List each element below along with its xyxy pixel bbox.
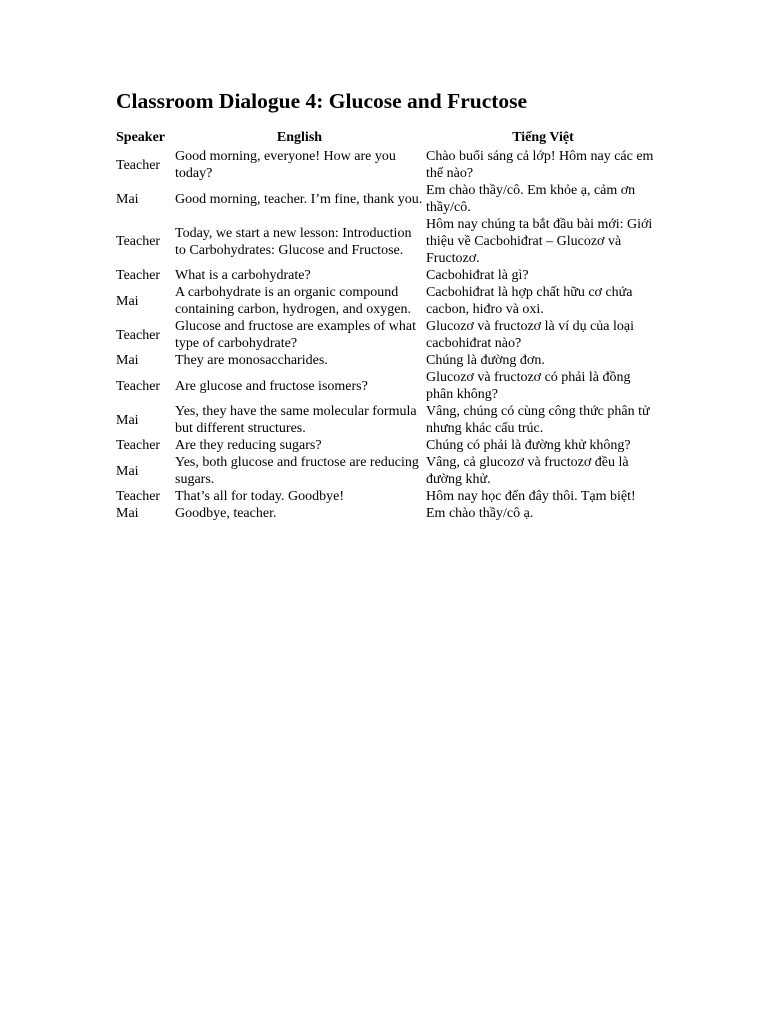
english-cell: Yes, they have the same molecular formula but different structures.	[175, 404, 417, 436]
speaker-cell: Mai	[116, 293, 139, 309]
table-row	[116, 284, 661, 318]
table-row	[116, 454, 661, 488]
vietnamese-cell: Em chào thầy/cô. Em khỏe ạ, cảm ơn thầy/cô.	[426, 183, 636, 215]
english-cell: Good morning, everyone! How are you today?	[175, 149, 396, 181]
english-cell: Yes, both glucose and fructose are reducing sugars.	[175, 455, 419, 487]
vietnamese-cell: Em chào thầy/cô ạ.	[426, 506, 534, 521]
vietnamese-cell: Hôm nay học đến đây thôi. Tạm biệt!	[426, 489, 636, 504]
vietnamese-cell: Cacbohiđrat là gì?	[426, 268, 529, 283]
dialogue-table	[116, 128, 661, 522]
speaker-cell: Teacher	[116, 234, 161, 249]
speaker-cell: Teacher	[116, 489, 161, 504]
vietnamese-cell: Vâng, cả glucozơ và fructozơ đều là đường khử.	[426, 455, 629, 487]
speaker-cell: Teacher	[116, 438, 161, 453]
vietnamese-cell: Cacbohiđrat là hợp chất hữu cơ chứa cacbon, hiđro và oxi.	[426, 285, 633, 317]
speaker-cell: Teacher	[116, 378, 161, 394]
table-row	[116, 267, 661, 284]
speaker-cell: Mai	[116, 412, 139, 428]
english-cell: What is a carbohydrate?	[175, 268, 311, 283]
vietnamese-cell: Chúng có phải là đường khử không?	[426, 438, 631, 453]
speaker-cell: Mai	[116, 506, 139, 521]
table-body	[116, 148, 661, 522]
table-header-row	[116, 128, 661, 148]
vietnamese-cell: Chúng là đường đơn.	[426, 353, 545, 368]
english-cell: Are they reducing sugars?	[175, 438, 322, 453]
speaker-cell: Mai	[116, 191, 139, 207]
table-row	[116, 216, 661, 267]
table-row	[116, 505, 661, 522]
table-row	[116, 182, 661, 216]
english-cell: Good morning, teacher. I’m fine, thank you.	[175, 191, 423, 207]
table-row	[116, 488, 661, 505]
vietnamese-cell: Glucozơ và fructozơ là ví dụ của loại cacbohiđrat nào?	[426, 319, 635, 351]
speaker-cell: Teacher	[116, 268, 161, 283]
speaker-cell: Mai	[116, 463, 139, 479]
english-cell: Are glucose and fructose isomers?	[175, 378, 368, 394]
table-row	[116, 403, 661, 437]
english-cell: They are monosaccharides.	[175, 353, 328, 368]
english-cell: Today, we start a new lesson: Introduction to Carbohydrates: Glucose and Fructose.	[175, 225, 412, 258]
page-title: Classroom Dialogue 4: Glucose and Fructose	[116, 89, 528, 113]
table-row	[116, 148, 661, 182]
speaker-cell: Mai	[116, 353, 139, 368]
table-row	[116, 352, 661, 369]
vietnamese-cell: Glucozơ và fructozơ có phải là đồng phân không?	[426, 370, 631, 402]
column-header-speaker: Speaker	[116, 130, 165, 145]
document-page	[116, 86, 661, 522]
english-cell: A carbohydrate is an organic compound containing carbon, hydrogen, and oxygen.	[175, 285, 411, 317]
table-row	[116, 318, 661, 352]
vietnamese-cell: Chào buổi sáng cả lớp! Hôm nay các em thế nào?	[426, 149, 654, 181]
table-row	[116, 369, 661, 403]
english-cell: Glucose and fructose are examples of what type of carbohydrate?	[175, 319, 417, 351]
english-cell: Goodbye, teacher.	[175, 506, 277, 521]
vietnamese-cell: Vâng, chúng có cùng công thức phân tử nhưng khác cấu trúc.	[426, 404, 650, 436]
english-cell: That’s all for today. Goodbye!	[175, 489, 344, 504]
vietnamese-cell: Hôm nay chúng ta bắt đầu bài mới: Giới thiệu về Cacbohiđrat – Glucozơ và Fructozơ.	[426, 217, 653, 266]
speaker-cell: Teacher	[116, 157, 161, 173]
column-header-english: English	[276, 130, 323, 145]
speaker-cell: Teacher	[116, 327, 161, 343]
table-row	[116, 437, 661, 454]
column-header-vietnamese: Tiếng Việt	[512, 130, 574, 145]
